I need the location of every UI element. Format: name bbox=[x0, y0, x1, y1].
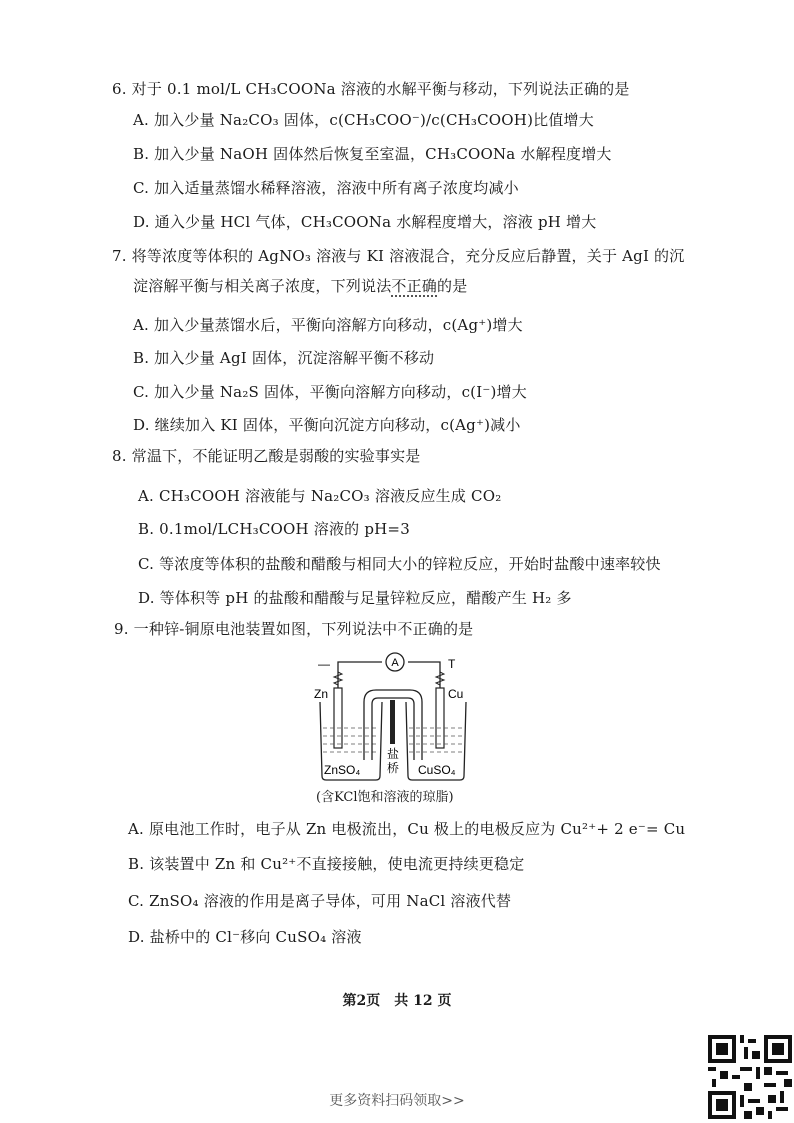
question-6-stem: 6. 对于 0.1 mol/L CH₃COONa 溶液的水解平衡与移动，下列说法正确的是 bbox=[112, 80, 630, 98]
question-6-option-a: A. 加入少量 Na₂CO₃ 固体，c(CH₃COO⁻)/c(CH₃COOH)比值增大 bbox=[133, 111, 594, 129]
question-8-option-b: B. 0.1mol/LCH₃COOH 溶液的 pH=3 bbox=[138, 520, 410, 538]
question-9-option-a: A. 原电池工作时，电子从 Zn 电极流出，Cu 极上的电极反应为 Cu²⁺+ 2 e⁻= Cu bbox=[128, 820, 686, 838]
question-8-option-a: A. CH₃COOH 溶液能与 Na₂CO₃ 溶液反应生成 CO₂ bbox=[138, 487, 502, 505]
cu-electrode bbox=[436, 688, 444, 748]
zn-electrode bbox=[334, 688, 342, 748]
salt-bridge-char1: 盐 bbox=[387, 747, 400, 761]
cuso4-label: CuSO₄ bbox=[418, 763, 456, 777]
page-number: 第2页 共 12 页 bbox=[342, 993, 452, 1009]
question-9-option-c: C. ZnSO₄ 溶液的作用是离子导体，可用 NaCl 溶液代替 bbox=[128, 892, 512, 910]
cu-label: Cu bbox=[448, 687, 464, 701]
ammeter-label: A bbox=[391, 657, 399, 669]
promo-text[interactable]: 更多资料扫码领取>> bbox=[329, 1093, 465, 1109]
zn-label: Zn bbox=[314, 687, 329, 701]
question-8-option-d: D. 等体积等 pH 的盐酸和醋酸与足量锌粒反应，醋酸产生 H₂ 多 bbox=[138, 589, 572, 607]
question-7-stem-line1: 7. 将等浓度等体积的 AgNO₃ 溶液与 KI 溶液混合，充分反应后静置，关于 AgI 的沉 bbox=[112, 247, 685, 265]
question-6-option-b: B. 加入少量 NaOH 固体然后恢复至室温，CH₃COONa 水解程度增大 bbox=[133, 145, 612, 163]
question-7-option-b: B. 加入少量 AgI 固体，沉淀溶解平衡不移动 bbox=[133, 349, 435, 367]
question-9-option-d: D. 盐桥中的 Cl⁻移向 CuSO₄ 溶液 bbox=[128, 928, 362, 946]
question-8-stem: 8. 常温下，不能证明乙酸是弱酸的实验事实是 bbox=[112, 447, 421, 465]
question-7-stem-part-a: 淀溶解平衡与相关离子浓度，下列说法 bbox=[133, 277, 392, 295]
question-9-stem: 9. 一种锌-铜原电池装置如图，下列说法中不正确的是 bbox=[114, 620, 474, 638]
question-7-option-a: A. 加入少量蒸馏水后，平衡向溶解方向移动，c(Ag⁺)增大 bbox=[133, 316, 523, 334]
question-7-emphasis: 不正确 bbox=[391, 277, 438, 295]
question-7-option-d: D. 继续加入 KI 固体，平衡向沉淀方向移动，c(Ag⁺)减小 bbox=[133, 416, 521, 434]
question-7-stem-part-b: 的是 bbox=[437, 277, 468, 295]
question-7-option-c: C. 加入少量 Na₂S 固体，平衡向溶解方向移动，c(I⁻)增大 bbox=[133, 383, 527, 401]
salt-bridge-char2: 桥 bbox=[387, 761, 400, 775]
diagram-caption: (含KCl饱和溶液的琼脂) bbox=[316, 790, 454, 805]
znso4-label: ZnSO₄ bbox=[324, 763, 361, 777]
svg-text:—: — bbox=[318, 657, 330, 671]
question-6-option-d: D. 通入少量 HCl 气体，CH₃COONa 水解程度增大，溶液 pH 增大 bbox=[133, 213, 597, 231]
question-9-option-b: B. 该装置中 Zn 和 Cu²⁺不直接接触，使电流更持续更稳定 bbox=[128, 855, 525, 873]
question-8-option-c: C. 等浓度等体积的盐酸和醋酸与相同大小的锌粒反应，开始时盐酸中速率较快 bbox=[138, 555, 661, 573]
svg-text:T: T bbox=[448, 657, 456, 671]
question-6-option-c: C. 加入适量蒸馏水稀释溶液，溶液中所有离子浓度均减小 bbox=[133, 179, 519, 197]
question-7-stem-line2 bbox=[133, 275, 467, 297]
